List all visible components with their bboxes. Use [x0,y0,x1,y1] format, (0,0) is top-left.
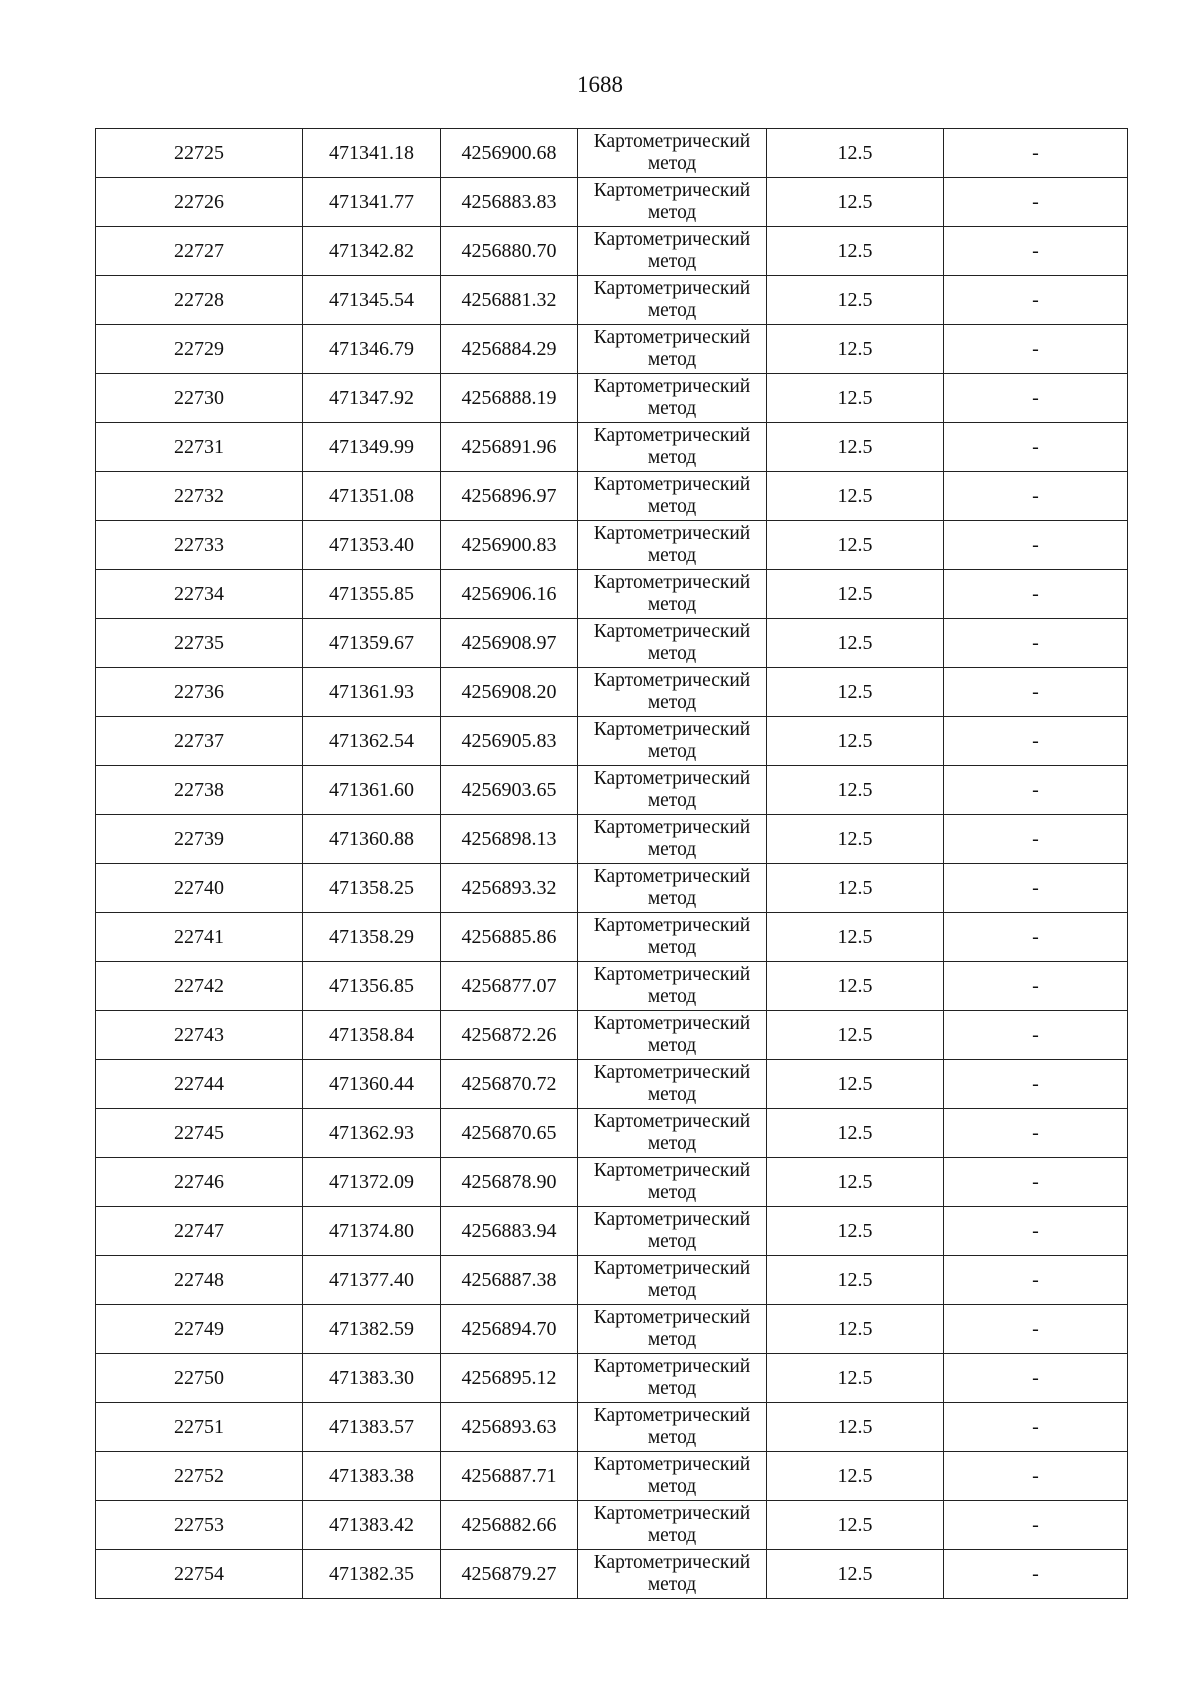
table-row [96,521,1128,570]
method-cell: Картометрический метод [578,1501,767,1550]
table-row [96,619,1128,668]
note-cell: - [944,766,1128,815]
note-cell: - [944,1011,1128,1060]
accuracy-cell: 12.5 [767,1207,944,1256]
point-number-cell: 22725 [96,129,303,178]
note-cell: - [944,227,1128,276]
coordinates-table-body [96,129,1128,1599]
table-row [96,227,1128,276]
point-number-cell: 22751 [96,1403,303,1452]
note-cell: - [944,1354,1128,1403]
note-cell: - [944,472,1128,521]
x-coordinate-cell: 471356.85 [303,962,441,1011]
accuracy-cell: 12.5 [767,570,944,619]
note-cell: - [944,423,1128,472]
y-coordinate-cell: 4256870.72 [441,1060,578,1109]
table-row [96,1305,1128,1354]
table-row [96,1403,1128,1452]
note-cell: - [944,913,1128,962]
note-cell: - [944,1452,1128,1501]
x-coordinate-cell: 471362.54 [303,717,441,766]
point-number-cell: 22739 [96,815,303,864]
method-cell: Картометрический метод [578,668,767,717]
accuracy-cell: 12.5 [767,472,944,521]
point-number-cell: 22726 [96,178,303,227]
method-cell: Картометрический метод [578,570,767,619]
x-coordinate-cell: 471349.99 [303,423,441,472]
note-cell: - [944,1305,1128,1354]
note-cell: - [944,1060,1128,1109]
x-coordinate-cell: 471359.67 [303,619,441,668]
table-row [96,668,1128,717]
y-coordinate-cell: 4256888.19 [441,374,578,423]
y-coordinate-cell: 4256883.94 [441,1207,578,1256]
accuracy-cell: 12.5 [767,1354,944,1403]
note-cell: - [944,864,1128,913]
x-coordinate-cell: 471383.38 [303,1452,441,1501]
x-coordinate-cell: 471377.40 [303,1256,441,1305]
y-coordinate-cell: 4256878.90 [441,1158,578,1207]
x-coordinate-cell: 471382.59 [303,1305,441,1354]
y-coordinate-cell: 4256882.66 [441,1501,578,1550]
method-cell: Картометрический метод [578,423,767,472]
method-cell: Картометрический метод [578,766,767,815]
x-coordinate-cell: 471383.30 [303,1354,441,1403]
table-row [96,129,1128,178]
accuracy-cell: 12.5 [767,766,944,815]
table-row [96,570,1128,619]
x-coordinate-cell: 471374.80 [303,1207,441,1256]
point-number-cell: 22728 [96,276,303,325]
point-number-cell: 22731 [96,423,303,472]
y-coordinate-cell: 4256900.68 [441,129,578,178]
method-cell: Картометрический метод [578,472,767,521]
x-coordinate-cell: 471358.25 [303,864,441,913]
coordinates-table [95,128,1128,1599]
point-number-cell: 22730 [96,374,303,423]
point-number-cell: 22754 [96,1550,303,1599]
y-coordinate-cell: 4256891.96 [441,423,578,472]
note-cell: - [944,178,1128,227]
y-coordinate-cell: 4256893.63 [441,1403,578,1452]
note-cell: - [944,1403,1128,1452]
point-number-cell: 22752 [96,1452,303,1501]
table-row [96,1452,1128,1501]
method-cell: Картометрический метод [578,1207,767,1256]
x-coordinate-cell: 471345.54 [303,276,441,325]
point-number-cell: 22738 [96,766,303,815]
accuracy-cell: 12.5 [767,423,944,472]
x-coordinate-cell: 471358.84 [303,1011,441,1060]
x-coordinate-cell: 471341.77 [303,178,441,227]
note-cell: - [944,276,1128,325]
accuracy-cell: 12.5 [767,1256,944,1305]
accuracy-cell: 12.5 [767,962,944,1011]
method-cell: Картометрический метод [578,1403,767,1452]
table-row [96,815,1128,864]
method-cell: Картометрический метод [578,1452,767,1501]
x-coordinate-cell: 471360.88 [303,815,441,864]
accuracy-cell: 12.5 [767,1060,944,1109]
note-cell: - [944,325,1128,374]
x-coordinate-cell: 471341.18 [303,129,441,178]
accuracy-cell: 12.5 [767,129,944,178]
x-coordinate-cell: 471361.60 [303,766,441,815]
y-coordinate-cell: 4256903.65 [441,766,578,815]
y-coordinate-cell: 4256908.20 [441,668,578,717]
method-cell: Картометрический метод [578,1550,767,1599]
page-number: 1688 [577,72,623,97]
y-coordinate-cell: 4256877.07 [441,962,578,1011]
accuracy-cell: 12.5 [767,521,944,570]
y-coordinate-cell: 4256880.70 [441,227,578,276]
point-number-cell: 22743 [96,1011,303,1060]
y-coordinate-cell: 4256881.32 [441,276,578,325]
note-cell: - [944,1550,1128,1599]
accuracy-cell: 12.5 [767,619,944,668]
note-cell: - [944,521,1128,570]
x-coordinate-cell: 471360.44 [303,1060,441,1109]
table-row [96,325,1128,374]
method-cell: Картометрический метод [578,374,767,423]
note-cell: - [944,1256,1128,1305]
accuracy-cell: 12.5 [767,178,944,227]
table-row [96,423,1128,472]
table-row [96,472,1128,521]
accuracy-cell: 12.5 [767,864,944,913]
y-coordinate-cell: 4256908.97 [441,619,578,668]
accuracy-cell: 12.5 [767,227,944,276]
note-cell: - [944,619,1128,668]
y-coordinate-cell: 4256885.86 [441,913,578,962]
table-row [96,1550,1128,1599]
point-number-cell: 22746 [96,1158,303,1207]
table-row [96,1060,1128,1109]
y-coordinate-cell: 4256895.12 [441,1354,578,1403]
x-coordinate-cell: 471362.93 [303,1109,441,1158]
note-cell: - [944,668,1128,717]
x-coordinate-cell: 471347.92 [303,374,441,423]
accuracy-cell: 12.5 [767,717,944,766]
point-number-cell: 22735 [96,619,303,668]
y-coordinate-cell: 4256870.65 [441,1109,578,1158]
point-number-cell: 22727 [96,227,303,276]
point-number-cell: 22737 [96,717,303,766]
note-cell: - [944,570,1128,619]
note-cell: - [944,1109,1128,1158]
method-cell: Картометрический метод [578,913,767,962]
x-coordinate-cell: 471372.09 [303,1158,441,1207]
accuracy-cell: 12.5 [767,1501,944,1550]
accuracy-cell: 12.5 [767,1011,944,1060]
table-row [96,1354,1128,1403]
note-cell: - [944,1501,1128,1550]
x-coordinate-cell: 471361.93 [303,668,441,717]
y-coordinate-cell: 4256887.71 [441,1452,578,1501]
y-coordinate-cell: 4256898.13 [441,815,578,864]
table-row [96,717,1128,766]
method-cell: Картометрический метод [578,276,767,325]
table-row [96,1011,1128,1060]
table-row [96,178,1128,227]
y-coordinate-cell: 4256883.83 [441,178,578,227]
method-cell: Картометрический метод [578,178,767,227]
accuracy-cell: 12.5 [767,1109,944,1158]
method-cell: Картометрический метод [578,325,767,374]
note-cell: - [944,815,1128,864]
method-cell: Картометрический метод [578,717,767,766]
table-row [96,276,1128,325]
x-coordinate-cell: 471342.82 [303,227,441,276]
y-coordinate-cell: 4256893.32 [441,864,578,913]
x-coordinate-cell: 471383.42 [303,1501,441,1550]
point-number-cell: 22733 [96,521,303,570]
method-cell: Картометрический метод [578,1109,767,1158]
table-row [96,864,1128,913]
point-number-cell: 22734 [96,570,303,619]
method-cell: Картометрический метод [578,1354,767,1403]
method-cell: Картометрический метод [578,619,767,668]
y-coordinate-cell: 4256894.70 [441,1305,578,1354]
method-cell: Картометрический метод [578,227,767,276]
table-row [96,1109,1128,1158]
accuracy-cell: 12.5 [767,1305,944,1354]
point-number-cell: 22732 [96,472,303,521]
note-cell: - [944,374,1128,423]
point-number-cell: 22742 [96,962,303,1011]
point-number-cell: 22753 [96,1501,303,1550]
accuracy-cell: 12.5 [767,1403,944,1452]
method-cell: Картометрический метод [578,1158,767,1207]
method-cell: Картометрический метод [578,1305,767,1354]
point-number-cell: 22740 [96,864,303,913]
table-row [96,766,1128,815]
x-coordinate-cell: 471351.08 [303,472,441,521]
y-coordinate-cell: 4256887.38 [441,1256,578,1305]
method-cell: Картометрический метод [578,1256,767,1305]
table-row [96,1207,1128,1256]
method-cell: Картометрический метод [578,815,767,864]
point-number-cell: 22747 [96,1207,303,1256]
method-cell: Картометрический метод [578,521,767,570]
x-coordinate-cell: 471383.57 [303,1403,441,1452]
x-coordinate-cell: 471346.79 [303,325,441,374]
table-row [96,913,1128,962]
point-number-cell: 22745 [96,1109,303,1158]
y-coordinate-cell: 4256900.83 [441,521,578,570]
point-number-cell: 22736 [96,668,303,717]
note-cell: - [944,1207,1128,1256]
point-number-cell: 22748 [96,1256,303,1305]
x-coordinate-cell: 471358.29 [303,913,441,962]
table-row [96,1256,1128,1305]
x-coordinate-cell: 471353.40 [303,521,441,570]
accuracy-cell: 12.5 [767,325,944,374]
x-coordinate-cell: 471382.35 [303,1550,441,1599]
method-cell: Картометрический метод [578,962,767,1011]
accuracy-cell: 12.5 [767,276,944,325]
method-cell: Картометрический метод [578,864,767,913]
accuracy-cell: 12.5 [767,913,944,962]
method-cell: Картометрический метод [578,1060,767,1109]
y-coordinate-cell: 4256872.26 [441,1011,578,1060]
y-coordinate-cell: 4256884.29 [441,325,578,374]
table-row [96,1158,1128,1207]
x-coordinate-cell: 471355.85 [303,570,441,619]
note-cell: - [944,1158,1128,1207]
note-cell: - [944,129,1128,178]
method-cell: Картометрический метод [578,1011,767,1060]
point-number-cell: 22744 [96,1060,303,1109]
point-number-cell: 22750 [96,1354,303,1403]
note-cell: - [944,962,1128,1011]
table-row [96,1501,1128,1550]
point-number-cell: 22741 [96,913,303,962]
y-coordinate-cell: 4256905.83 [441,717,578,766]
table-row [96,374,1128,423]
accuracy-cell: 12.5 [767,1452,944,1501]
accuracy-cell: 12.5 [767,374,944,423]
y-coordinate-cell: 4256906.16 [441,570,578,619]
accuracy-cell: 12.5 [767,1158,944,1207]
point-number-cell: 22749 [96,1305,303,1354]
note-cell: - [944,717,1128,766]
method-cell: Картометрический метод [578,129,767,178]
accuracy-cell: 12.5 [767,1550,944,1599]
point-number-cell: 22729 [96,325,303,374]
accuracy-cell: 12.5 [767,668,944,717]
table-row [96,962,1128,1011]
y-coordinate-cell: 4256879.27 [441,1550,578,1599]
accuracy-cell: 12.5 [767,815,944,864]
y-coordinate-cell: 4256896.97 [441,472,578,521]
